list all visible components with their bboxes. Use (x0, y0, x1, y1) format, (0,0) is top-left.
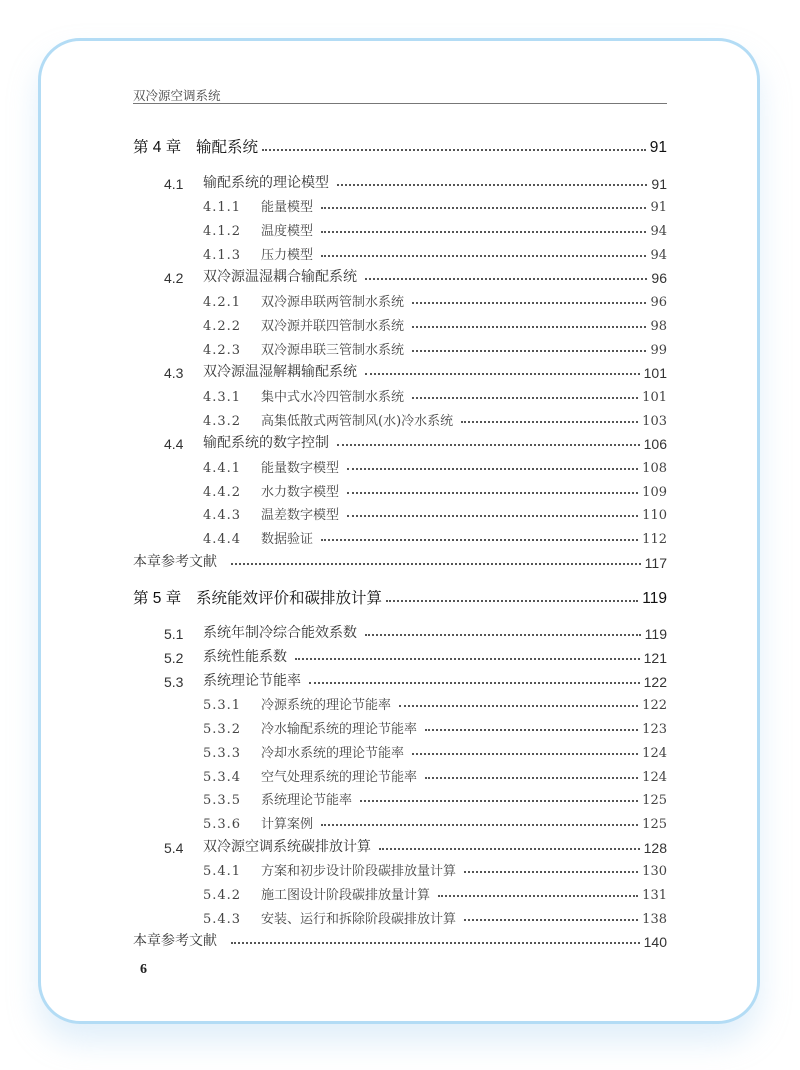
dot-leader (365, 278, 647, 280)
entry-page: 101 (642, 389, 667, 405)
toc-entry-sub[interactable] (133, 690, 667, 714)
entry-page: 124 (642, 769, 667, 785)
dot-leader (321, 824, 638, 826)
entry-title: 双冷源空调系统碳排放计算 (203, 837, 371, 854)
entry-number: 4.1.2 (203, 224, 242, 240)
dot-leader (347, 492, 638, 494)
dot-leader (231, 563, 641, 565)
entry-page: 94 (650, 247, 667, 263)
entry-number: 第 5 章 (133, 589, 182, 607)
entry-number: 4.1.3 (203, 247, 242, 263)
entry-page: 108 (642, 460, 667, 476)
entry-number: 5.3.5 (203, 793, 242, 809)
entry-page: 123 (642, 722, 667, 738)
entry-page: 91 (650, 200, 667, 216)
entry-title: 本章参考文献 (133, 932, 217, 949)
toc-entry-sub[interactable] (133, 785, 667, 809)
entry-title: 施工图设计阶段碳排放量计算 (261, 887, 431, 903)
entry-number: 5.3.4 (203, 769, 242, 785)
entry-title: 高集低散式两管制风(水)冷水系统 (261, 413, 454, 429)
entry-title: 能量模型 (261, 200, 314, 216)
toc-entry-section[interactable] (133, 832, 667, 856)
entry-number: 5.3.2 (203, 722, 242, 738)
entry-page: 101 (643, 365, 667, 382)
entry-title: 方案和初步设计阶段碳排放量计算 (261, 864, 457, 880)
dot-leader (412, 326, 646, 328)
dot-leader (438, 895, 638, 897)
dot-leader (231, 942, 640, 944)
entry-page: 96 (651, 270, 667, 287)
dot-leader (365, 634, 641, 636)
entry-page: 128 (643, 839, 667, 856)
entry-number: 5.4 (164, 839, 184, 856)
entry-title: 安装、运行和拆除阶段碳排放计算 (261, 911, 457, 927)
entry-page: 96 (650, 295, 667, 311)
entry-title: 系统理论节能率 (203, 671, 301, 688)
entry-number: 4.4.1 (203, 460, 242, 476)
page-number: 6 (140, 962, 147, 977)
dot-leader (412, 753, 638, 755)
header-rule (133, 103, 667, 104)
dot-leader (412, 350, 646, 352)
entry-number: 5.1 (164, 626, 184, 643)
entry-title: 空气处理系统的理论节能率 (261, 769, 418, 785)
table-of-contents (133, 133, 667, 950)
dot-leader (360, 800, 638, 802)
entry-page: 112 (642, 532, 667, 547)
entry-number: 4.1.1 (203, 200, 242, 216)
dot-leader (321, 539, 638, 541)
toc-entry-sub[interactable] (133, 286, 667, 310)
entry-number: 4.4.3 (203, 508, 242, 524)
entry-page: 98 (650, 318, 667, 334)
entry-title: 系统能效评价和碳排放计算 (196, 589, 383, 607)
toc-entry-sub[interactable] (133, 523, 667, 547)
entry-title: 温度模型 (261, 224, 314, 240)
entry-title: 压力模型 (261, 247, 314, 263)
entry-title: 本章参考文献 (133, 552, 217, 569)
entry-number: 5.3 (164, 673, 184, 690)
dot-leader (365, 373, 640, 375)
dot-leader (464, 871, 638, 873)
toc-entry-sub[interactable] (133, 405, 667, 429)
entry-page: 119 (642, 589, 667, 607)
entry-page: 140 (643, 934, 667, 951)
entry-number: 4.3.1 (203, 389, 242, 405)
entry-number: 第 4 章 (133, 139, 182, 156)
entry-page: 103 (642, 413, 667, 429)
entry-title: 双冷源并联四管制水系统 (261, 318, 405, 334)
toc-entry-section[interactable] (133, 263, 667, 287)
toc-entry-chapter[interactable] (133, 584, 667, 608)
running-head: 双冷源空调系统 (133, 89, 221, 103)
entry-title: 水力数字模型 (261, 484, 340, 500)
dot-leader (321, 255, 646, 257)
toc-entry-sub[interactable] (133, 737, 667, 761)
toc-entry-section[interactable] (133, 619, 667, 643)
entry-page: 110 (642, 508, 667, 524)
entry-number: 4.3.2 (203, 413, 242, 429)
entry-number: 5.3.1 (203, 698, 242, 714)
entry-number: 5.2 (164, 650, 184, 667)
entry-number: 5.3.3 (203, 745, 242, 761)
entry-number: 4.4 (164, 436, 184, 453)
entry-title: 数据验证 (261, 532, 314, 547)
toc-entry-sub[interactable] (133, 879, 667, 903)
toc-entry-sub[interactable] (133, 903, 667, 927)
entry-title: 系统年制冷综合能效系数 (203, 624, 357, 641)
entry-page: 99 (650, 342, 667, 358)
entry-number: 4.2.2 (203, 318, 242, 334)
entry-page: 124 (642, 745, 667, 761)
entry-page: 109 (642, 484, 667, 500)
dot-leader (461, 421, 638, 423)
dot-leader (337, 184, 647, 186)
entry-page: 122 (642, 698, 667, 714)
dot-leader (464, 919, 638, 921)
entry-page: 91 (651, 175, 667, 192)
toc-entry-sub[interactable] (133, 761, 667, 785)
entry-number: 4.4.2 (203, 484, 242, 500)
entry-page: 117 (644, 554, 667, 571)
entry-number: 5.4.3 (203, 911, 242, 927)
dot-leader (425, 729, 638, 731)
toc-entry-sub[interactable] (133, 192, 667, 216)
dot-leader (321, 231, 646, 233)
toc-entry-sub[interactable] (133, 856, 667, 880)
entry-number: 4.3 (164, 365, 184, 382)
toc-entry-sub[interactable] (133, 334, 667, 358)
entry-title: 冷水输配系统的理论节能率 (261, 722, 418, 738)
dot-leader (379, 848, 640, 850)
entry-title: 系统理论节能率 (261, 793, 353, 809)
dot-leader (295, 658, 640, 660)
toc-entry-sub[interactable] (133, 215, 667, 239)
entry-title: 输配系统的理论模型 (203, 173, 329, 190)
entry-page: 122 (643, 673, 667, 690)
entry-title: 能量数字模型 (261, 460, 340, 476)
entry-title: 双冷源串联三管制水系统 (261, 342, 405, 358)
toc-entry-section[interactable] (133, 168, 667, 192)
dot-leader (347, 468, 638, 470)
toc-entry-refs[interactable] (133, 927, 667, 951)
entry-title: 系统性能系数 (203, 648, 287, 665)
entry-page: 125 (642, 793, 667, 809)
entry-title: 输配系统 (196, 139, 259, 156)
dot-leader (412, 397, 638, 399)
entry-title: 双冷源温湿解耦输配系统 (203, 363, 357, 380)
dot-leader (425, 777, 638, 779)
dot-leader (386, 600, 638, 602)
entry-title: 双冷源温湿耦合输配系统 (203, 268, 357, 285)
entry-number: 4.4.4 (203, 532, 242, 547)
toc-entry-chapter[interactable] (133, 133, 667, 157)
dot-leader (321, 207, 646, 209)
entry-number: 4.2.3 (203, 342, 242, 358)
toc-entry-section[interactable] (133, 358, 667, 382)
entry-page: 138 (642, 911, 667, 927)
dot-leader (399, 705, 638, 707)
dot-leader (347, 515, 638, 517)
toc-entry-sub[interactable] (133, 452, 667, 476)
dot-leader (262, 149, 646, 151)
toc-entry-sub[interactable] (133, 381, 667, 405)
entry-page: 94 (650, 224, 667, 240)
entry-page: 130 (642, 864, 667, 880)
toc-entry-sub[interactable] (133, 808, 667, 832)
entry-title: 计算案例 (261, 816, 314, 832)
entry-page: 91 (649, 139, 667, 156)
entry-number: 5.4.1 (203, 864, 242, 880)
dot-leader (337, 444, 640, 446)
entry-title: 集中式水冷四管制水系统 (261, 389, 405, 405)
entry-number: 5.3.6 (203, 816, 242, 832)
entry-number: 5.4.2 (203, 887, 242, 903)
entry-page: 119 (644, 626, 667, 643)
dot-leader (309, 682, 640, 684)
entry-number: 4.2 (164, 270, 184, 287)
toc-entry-section[interactable] (133, 642, 667, 666)
entry-number: 4.2.1 (203, 295, 242, 311)
entry-page: 121 (643, 650, 667, 667)
entry-page: 125 (642, 816, 667, 832)
toc-entry-sub[interactable] (133, 713, 667, 737)
toc-entry-refs[interactable] (133, 547, 667, 571)
dot-leader (412, 302, 646, 304)
entry-page: 131 (642, 887, 667, 903)
toc-entry-section[interactable] (133, 666, 667, 690)
entry-title: 温差数字模型 (261, 508, 340, 524)
entry-page: 106 (643, 436, 667, 453)
toc-entry-sub[interactable] (133, 500, 667, 524)
entry-title: 冷却水系统的理论节能率 (261, 745, 405, 761)
entry-title: 输配系统的数字控制 (203, 434, 329, 451)
entry-title: 冷源系统的理论节能率 (261, 698, 392, 714)
toc-entry-sub[interactable] (133, 310, 667, 334)
entry-title: 双冷源串联两管制水系统 (261, 295, 405, 311)
toc-entry-section[interactable] (133, 429, 667, 453)
toc-entry-sub[interactable] (133, 476, 667, 500)
toc-entry-sub[interactable] (133, 239, 667, 263)
entry-number: 4.1 (164, 175, 184, 192)
